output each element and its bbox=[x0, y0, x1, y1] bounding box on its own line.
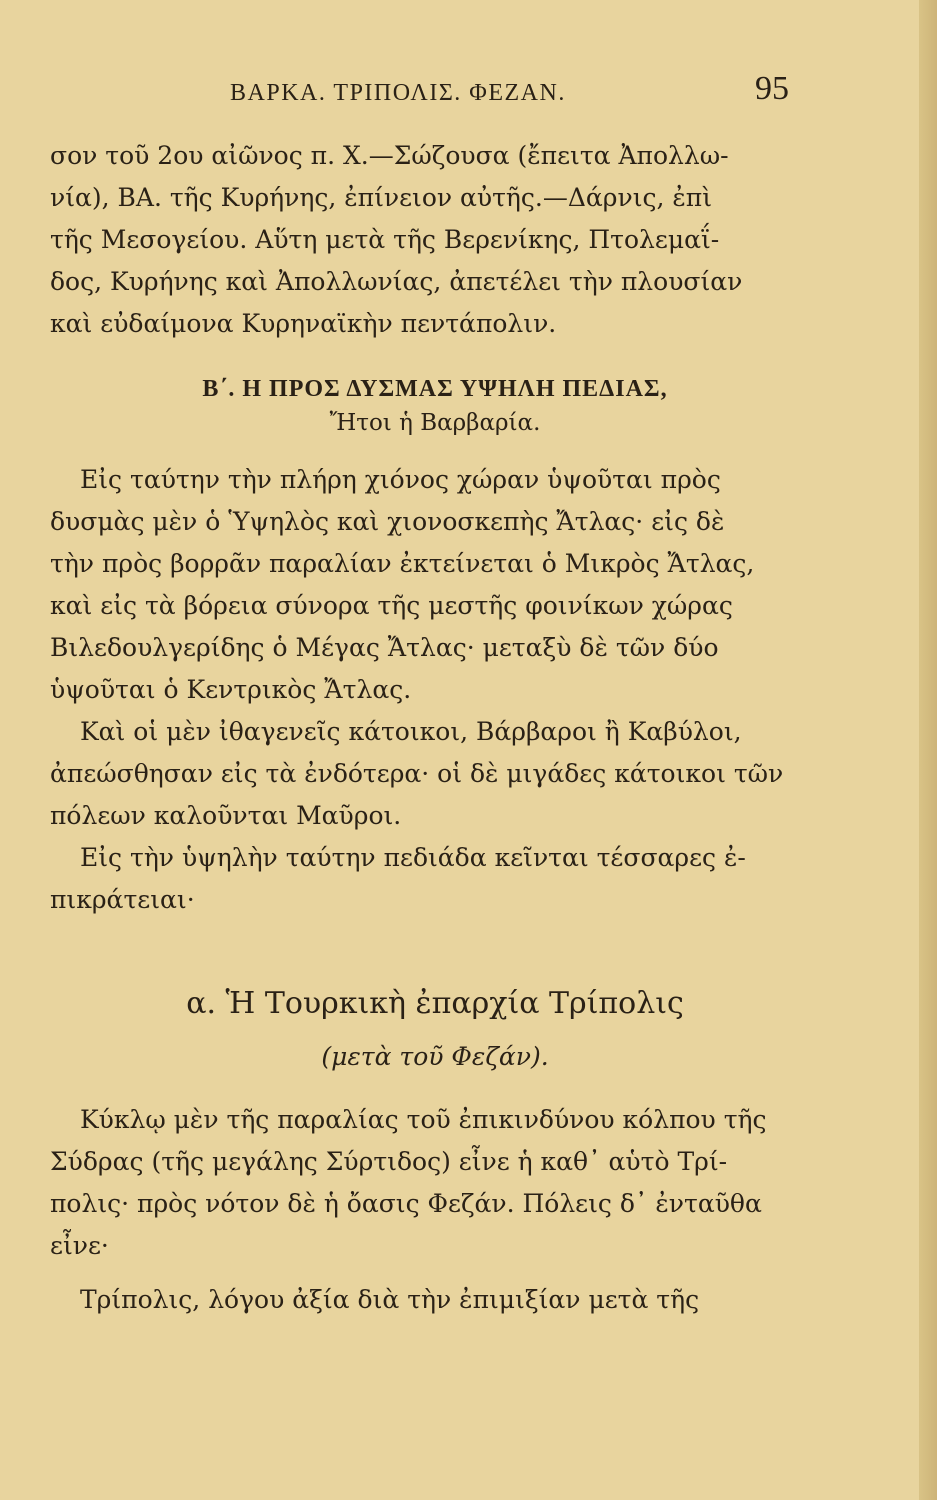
text-line: εἶνε· bbox=[50, 1231, 109, 1260]
text-line: Εἰς ταύτην τὴν πλήρη χιόνος χώραν ὑψοῦται πρὸς bbox=[80, 465, 721, 494]
page-number: 95 bbox=[755, 70, 789, 107]
text-line: δος, Κυρήνης καὶ Ἀπολλωνίας, ἀπετέλει τὴν πλουσίαν bbox=[50, 267, 743, 296]
text-line: πόλεων καλοῦνται Μαῦροι. bbox=[50, 801, 402, 830]
text-line: Σύδρας (τῆς μεγάλης Σύρτιδος) εἶνε ἡ καθ᾽ αὑτὸ Τρί- bbox=[50, 1147, 728, 1176]
section-paragraph-3 bbox=[50, 837, 820, 921]
text-line: νία), ΒΑ. τῆς Κυρήνης, ἐπίνειον αὐτῆς.—Δάρνις, ἐπὶ bbox=[50, 183, 713, 212]
section-heading: Β΄. Η ΠΡΟΣ ΔΥΣΜΑΣ ΥΨΗΛΗ ΠΕΔΙΑΣ, bbox=[202, 376, 668, 402]
subsection-note: (μετὰ τοῦ Φεζάν). bbox=[321, 1042, 549, 1071]
text-line: Τρίπολις, λόγου ἀξία διὰ τὴν ἐπιμιξίαν μετὰ τῆς bbox=[80, 1285, 700, 1314]
text-line: Κύκλῳ μὲν τῆς παραλίας τοῦ ἐπικινδύνου κόλπου τῆς bbox=[80, 1105, 767, 1134]
text-line: ἀπεώσθησαν εἰς τὰ ἐνδότερα· οἱ δὲ μιγάδες κάτοικοι τῶν bbox=[50, 759, 784, 788]
text-line: Εἰς τὴν ὑψηλὴν ταύτην πεδιάδα κεῖνται τέσσαρες ἐ- bbox=[80, 843, 746, 872]
section-paragraph-2 bbox=[50, 711, 820, 837]
text-line: Καὶ οἱ μὲν ἰθαγενεῖς κάτοικοι, Βάρβαροι ἢ Καβύλοι, bbox=[80, 717, 742, 746]
page-edge bbox=[919, 0, 937, 1500]
subsection-paragraph-1 bbox=[50, 1099, 820, 1267]
top-paragraph bbox=[50, 135, 820, 345]
subsection-paragraph-2 bbox=[50, 1279, 820, 1321]
text-line: πολις· πρὸς νότον δὲ ἡ ὄασις Φεζάν. Πόλεις δ᾽ ἐνταῦθα bbox=[50, 1189, 762, 1218]
text-line: πικράτειαι· bbox=[50, 885, 195, 914]
section-subheading: Ἤτοι ἡ Βαρβαρία. bbox=[329, 410, 541, 436]
text-line: καὶ εἰς τὰ βόρεια σύνορα τῆς μεστῆς φοινίκων χώρας bbox=[50, 591, 733, 620]
text-line: τῆς Μεσογείου. Αὕτη μετὰ τῆς Βερενίκης, Πτολεμαΐ- bbox=[50, 225, 720, 254]
running-head: ΒΑΡΚΑ. ΤΡΙΠΟΛΙΣ. ΦΕΖΑΝ. bbox=[230, 80, 566, 106]
text-line: καὶ εὐδαίμονα Κυρηναϊκὴν πεντάπολιν. bbox=[50, 309, 557, 338]
text-line: ὑψοῦται ὁ Κεντρικὸς Ἄτλας. bbox=[50, 675, 412, 704]
subsection-heading: α. Ἡ Τουρκικὴ ἐπαρχία Τρίπολις bbox=[186, 986, 684, 1021]
spacer bbox=[50, 1267, 820, 1279]
section-paragraph-1 bbox=[50, 459, 820, 711]
text-line: σον τοῦ 2ου αἰῶνος π. Χ.—Σώζουσα (ἔπειτα Ἀπολλω- bbox=[50, 141, 729, 170]
text-line: δυσμὰς μὲν ὁ Ὑψηλὸς καὶ χιονοσκεπὴς Ἄτλας· εἰς δὲ bbox=[50, 507, 725, 536]
text-line: Βιλεδουλγερίδης ὁ Μέγας Ἄτλας· μεταξὺ δὲ τῶν δύο bbox=[50, 633, 719, 662]
text-line: τὴν πρὸς βορρᾶν παραλίαν ἐκτείνεται ὁ Μικρὸς Ἄτλας, bbox=[50, 549, 755, 578]
page-body bbox=[50, 135, 820, 1321]
